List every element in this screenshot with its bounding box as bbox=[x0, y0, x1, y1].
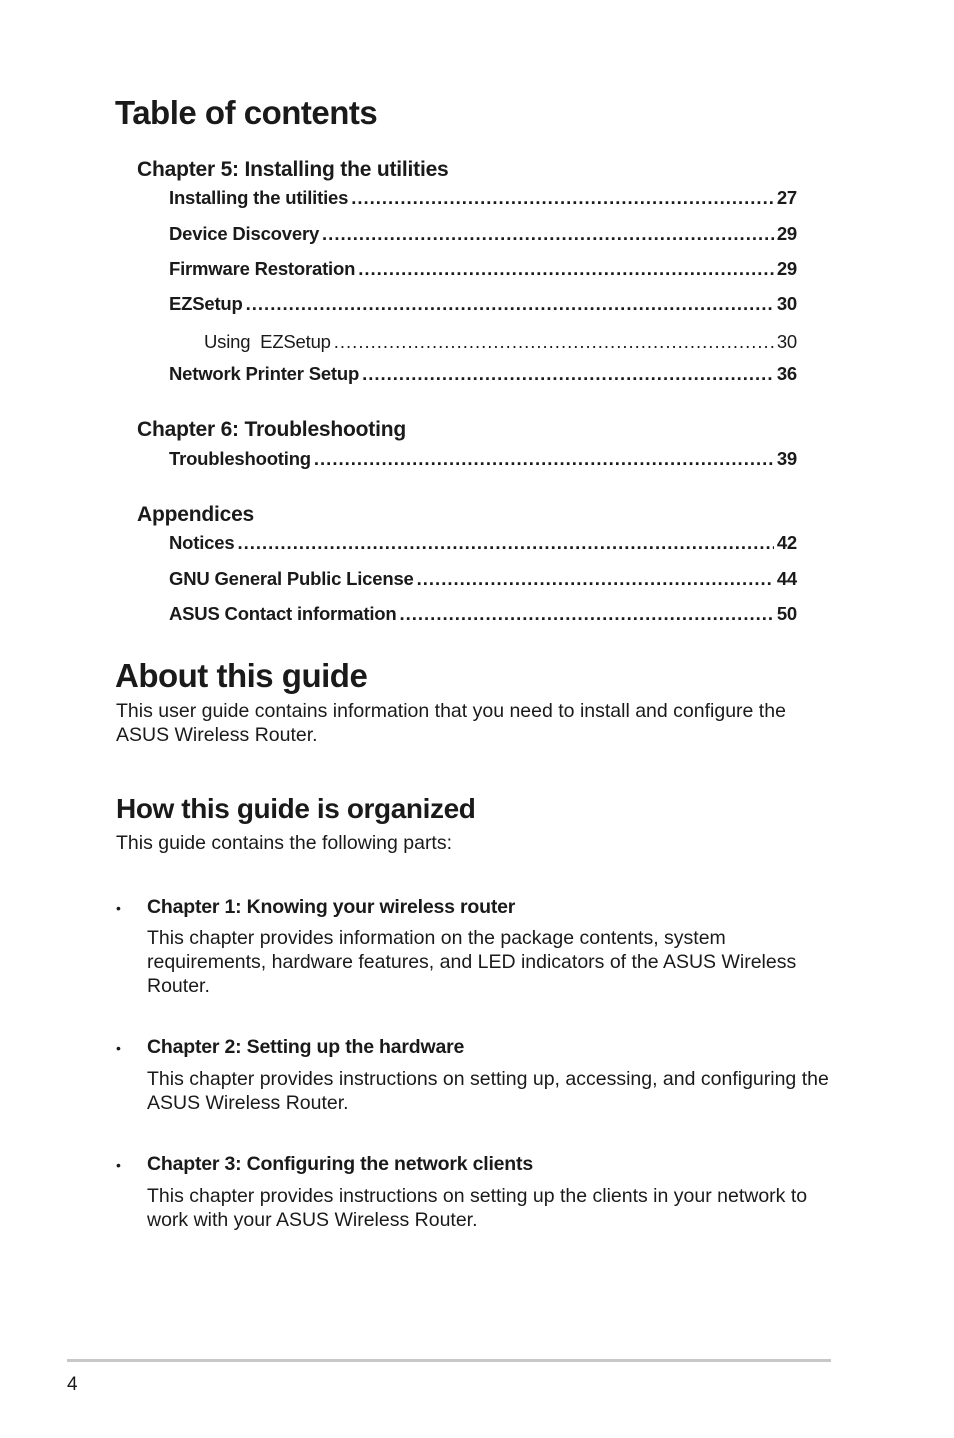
toc-entry-notices[interactable] bbox=[169, 534, 797, 553]
bullet-marker: • bbox=[116, 900, 121, 916]
toc-entry-using-ezsetup[interactable] bbox=[204, 333, 797, 352]
toc-entry-firmware-restoration[interactable] bbox=[169, 260, 797, 279]
toc-leader-dots bbox=[351, 189, 774, 208]
toc-entry-page: 50 bbox=[776, 603, 797, 624]
item-body-line: This chapter provides instructions on setting up, accessing, and configuring the bbox=[147, 1068, 829, 1090]
about-body bbox=[116, 699, 786, 747]
toc-leader-dots bbox=[362, 365, 774, 384]
about-body-line: ASUS Wireless Router. bbox=[116, 724, 318, 746]
toc-leader-dots bbox=[417, 570, 774, 589]
toc-entry-text: Firmware Restoration bbox=[169, 258, 356, 279]
organized-intro: This guide contains the following parts: bbox=[116, 832, 453, 854]
toc-entry-device-discovery[interactable] bbox=[169, 225, 797, 244]
toc-entry-page: 42 bbox=[776, 532, 797, 553]
item-body-line: ASUS Wireless Router. bbox=[147, 1092, 349, 1114]
toc-entry-page: 29 bbox=[776, 223, 797, 244]
item-title-chapter1: Chapter 1: Knowing your wireless router bbox=[147, 896, 516, 918]
footer-divider bbox=[67, 1359, 831, 1362]
item-title-chapter3: Chapter 3: Configuring the network clients bbox=[147, 1153, 533, 1175]
toc-entry-page: 44 bbox=[776, 568, 797, 589]
toc-leader-dots bbox=[399, 605, 773, 624]
toc-entry-text: Notices bbox=[169, 532, 235, 553]
toc-title: Table of contents bbox=[115, 94, 378, 131]
item-body-chapter2 bbox=[147, 1067, 829, 1115]
toc-entry-page: 27 bbox=[776, 187, 797, 208]
toc-entry-text: Installing the utilities bbox=[169, 187, 349, 208]
toc-entry-page: 30 bbox=[776, 293, 797, 314]
toc-entry-text: ASUS Contact information bbox=[169, 603, 397, 624]
toc-entry-page: 36 bbox=[776, 363, 797, 384]
toc-entry-text: GNU General Public License bbox=[169, 568, 414, 589]
toc-entry-text: Device Discovery bbox=[169, 223, 320, 244]
toc-leader-dots bbox=[314, 450, 774, 469]
toc-leader-dots bbox=[334, 333, 774, 352]
toc-leader-dots bbox=[237, 534, 773, 553]
toc-entry-gnu-license[interactable] bbox=[169, 570, 797, 589]
item-body-line: This chapter provides information on the package contents, system bbox=[147, 927, 726, 949]
about-body-line: This user guide contains information that you need to install and configure the bbox=[116, 700, 786, 722]
item-body-line: Router. bbox=[147, 975, 210, 997]
toc-entry-page: 29 bbox=[776, 258, 797, 279]
organized-title: How this guide is organized bbox=[116, 793, 476, 824]
toc-chapter5-heading: Chapter 5: Installing the utilities bbox=[137, 158, 449, 181]
item-title-chapter2: Chapter 2: Setting up the hardware bbox=[147, 1036, 465, 1058]
toc-leader-dots bbox=[322, 225, 774, 244]
toc-entry-page: 30 bbox=[776, 331, 797, 352]
toc-entry-text: Using EZSetup bbox=[204, 331, 331, 352]
toc-entry-text: Troubleshooting bbox=[169, 448, 311, 469]
toc-entry-troubleshooting[interactable] bbox=[169, 450, 797, 469]
item-body-chapter1 bbox=[147, 926, 796, 998]
toc-entry-text: Network Printer Setup bbox=[169, 363, 360, 384]
about-title: About this guide bbox=[115, 657, 368, 694]
toc-leader-dots bbox=[246, 295, 774, 314]
item-body-line: requirements, hardware features, and LED indicators of the ASUS Wireless bbox=[147, 951, 797, 973]
toc-appendices-heading: Appendices bbox=[137, 503, 255, 526]
toc-leader-dots bbox=[358, 260, 774, 279]
toc-chapter6-heading: Chapter 6: Troubleshooting bbox=[137, 418, 406, 441]
item-body-chapter3 bbox=[147, 1184, 807, 1232]
page-number: 4 bbox=[67, 1374, 78, 1395]
toc-entry-installing-utilities[interactable] bbox=[169, 189, 797, 208]
item-body-line: work with your ASUS Wireless Router. bbox=[147, 1209, 478, 1231]
bullet-marker: • bbox=[116, 1157, 121, 1173]
toc-entry-ezsetup[interactable] bbox=[169, 295, 797, 314]
bullet-marker: • bbox=[116, 1040, 121, 1056]
toc-entry-asus-contact[interactable] bbox=[169, 605, 797, 624]
toc-entry-network-printer-setup[interactable] bbox=[169, 365, 797, 384]
toc-entry-page: 39 bbox=[776, 448, 797, 469]
toc-entry-text: EZSetup bbox=[169, 293, 243, 314]
item-body-line: This chapter provides instructions on setting up the clients in your network to bbox=[147, 1185, 808, 1207]
